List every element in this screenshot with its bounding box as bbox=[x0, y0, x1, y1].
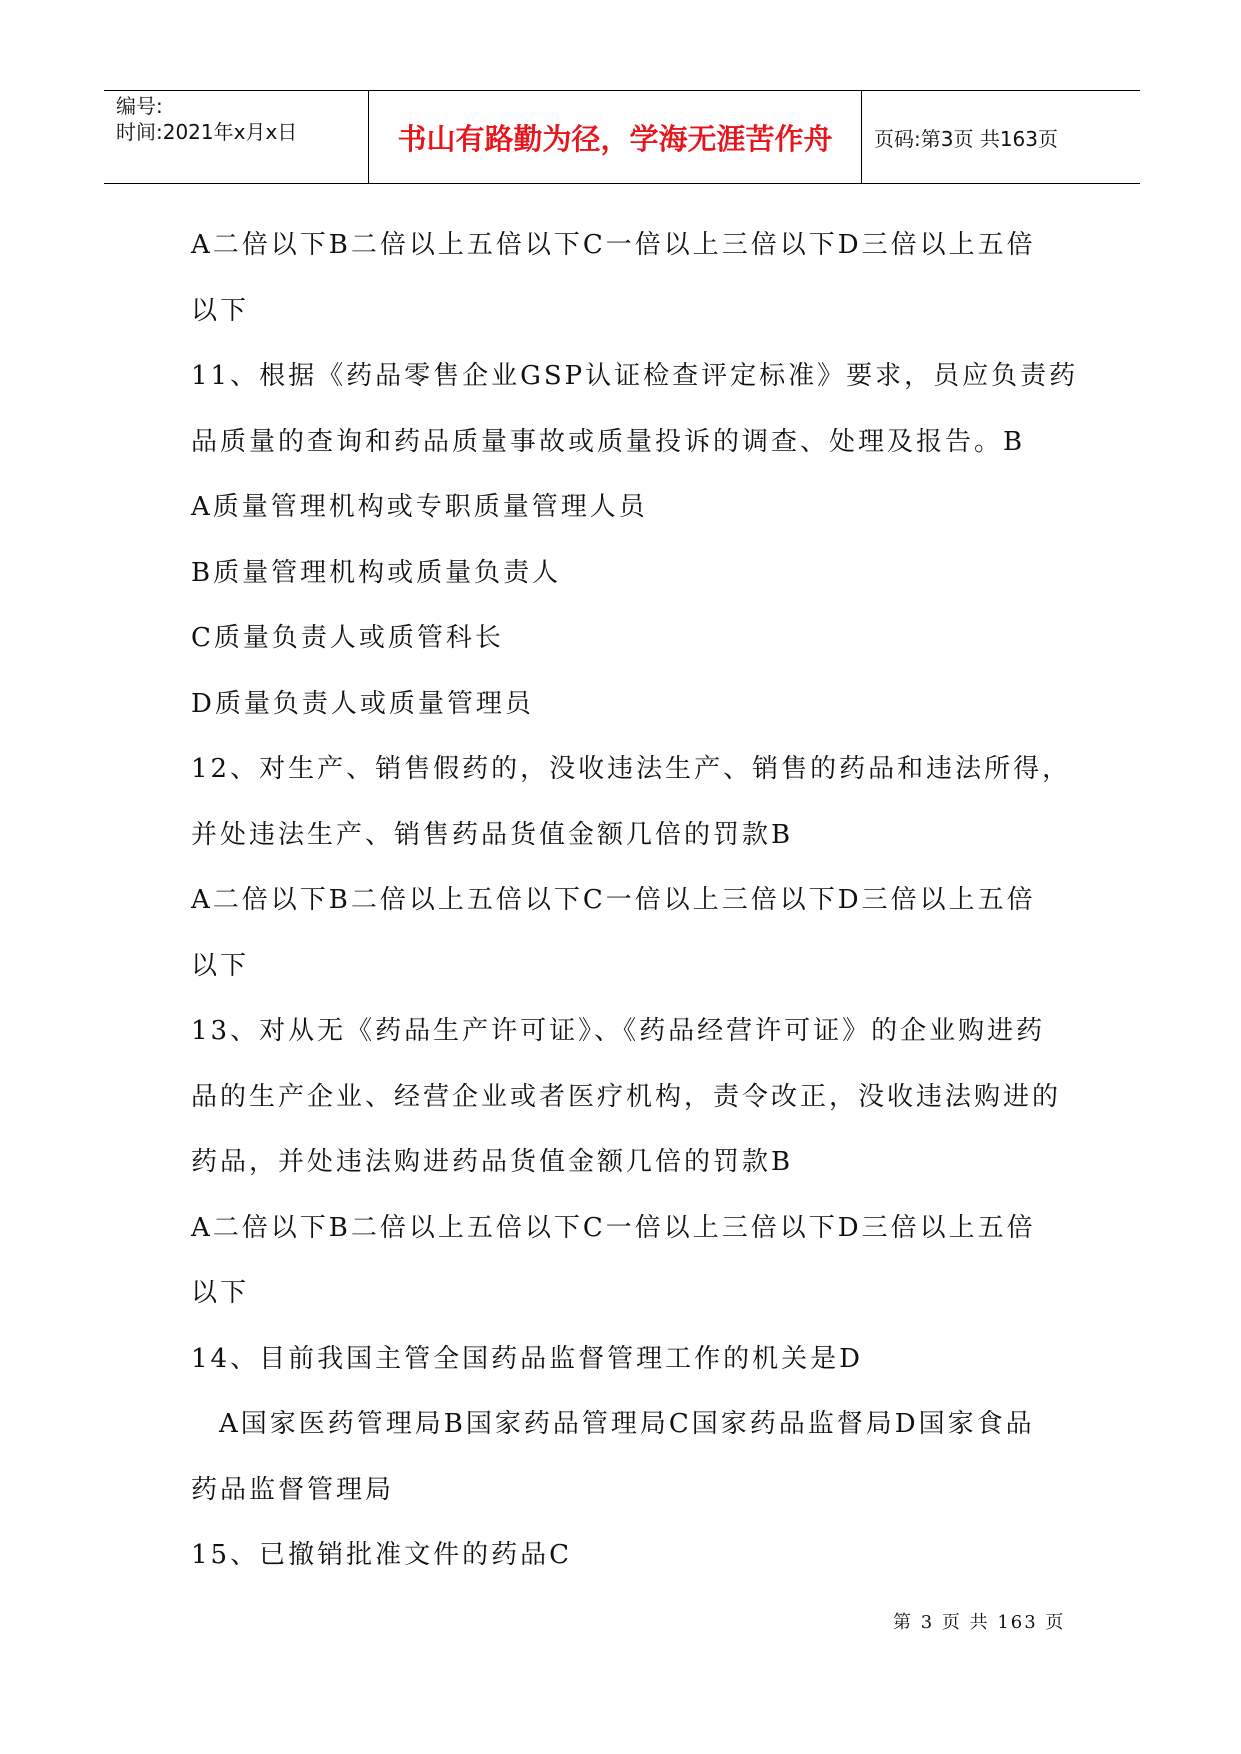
question-12: 12、对生产、销售假药的，没收违法生产、销售的药品和违法所得， bbox=[191, 754, 1072, 784]
text-line: 药品监督管理局 bbox=[191, 1474, 395, 1505]
option-b: B质量管理机构或质量负责人 bbox=[191, 557, 562, 588]
page-footer: 第 3 页 共 163 页 bbox=[893, 1612, 1066, 1633]
options-line: A国家医药管理局B国家药品管理局C国家药品监督局D国家食品 bbox=[219, 1409, 1035, 1439]
text-line: A二倍以下B二倍以上五倍以下C一倍以上三倍以下D三倍以上五倍 bbox=[191, 230, 1036, 260]
option-d: D质量负责人或质量管理员 bbox=[191, 688, 534, 719]
options-line: A二倍以下B二倍以上五倍以下C一倍以上三倍以下D三倍以上五倍 bbox=[191, 1212, 1036, 1243]
question-15: 15、已撤销批准文件的药品C bbox=[191, 1540, 572, 1570]
text-line: 品质量的查询和药品质量事故或质量投诉的调查、处理及报告。B bbox=[191, 426, 1026, 457]
text-line: 以下 bbox=[191, 295, 250, 326]
option-c: C质量负责人或质管科长 bbox=[191, 623, 504, 653]
text-line: 品的生产企业、经营企业或者医疗机构，责令改正，没收违法购进的 bbox=[191, 1081, 1062, 1112]
text-line: 并处违法生产、销售药品货值金额几倍的罚款B bbox=[191, 819, 794, 850]
serial-number-label: 编号: bbox=[116, 94, 163, 118]
header-divider-right bbox=[861, 91, 862, 183]
question-14: 14、目前我国主管全国药品监督管理工作的机关是D bbox=[191, 1343, 863, 1374]
question-11: 11、根据《药品零售企业GSP认证检查评定标准》要求，员应负责药 bbox=[191, 361, 1079, 391]
text-line: 药品，并处违法购进药品货值金额几倍的罚款B bbox=[191, 1147, 794, 1177]
page-header bbox=[104, 90, 1140, 184]
text-line: 以下 bbox=[191, 950, 250, 981]
option-a: A质量管理机构或专职质量管理人员 bbox=[191, 492, 648, 522]
options-line: A二倍以下B二倍以上五倍以下C一倍以上三倍以下D三倍以上五倍 bbox=[191, 885, 1036, 915]
text-line: 以下 bbox=[191, 1278, 250, 1308]
header-page-info: 页码:第3页 共163页 bbox=[874, 126, 1058, 151]
document-body bbox=[191, 213, 1079, 1589]
time-label: 时间:2021年x月x日 bbox=[116, 120, 298, 144]
header-motto: 书山有路勤为径，学海无涯苦作舟 bbox=[397, 121, 833, 156]
question-13: 13、对从无《药品生产许可证》、《药品经营许可证》的企业购进药 bbox=[191, 1016, 1046, 1046]
